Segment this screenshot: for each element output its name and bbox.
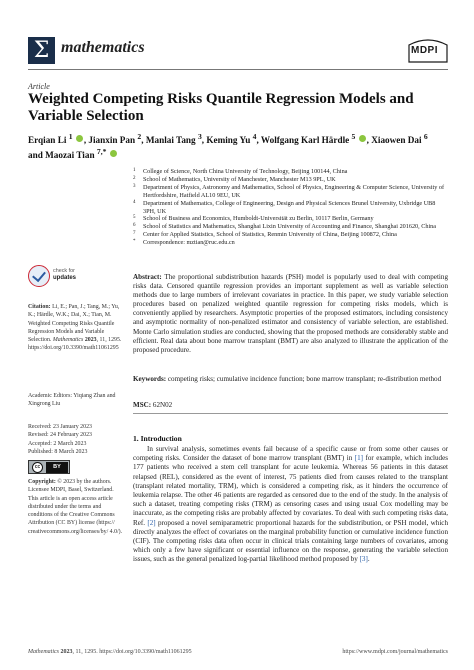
affiliation-text: School of Mathematics, University of Manchester, Manchester M13 9PL, UK — [143, 175, 336, 183]
accepted-date: Accepted: 2 March 2023 — [28, 440, 87, 447]
keywords-text: competing risks; cumulative incidence function; bone marrow transplant; re-distribution method — [167, 375, 442, 383]
article-title: Weighted Competing Risks Quantile Regression Models and Variable Selection — [28, 91, 414, 124]
author-separator: , — [201, 135, 205, 146]
author-affil-ref[interactable]: 6 — [423, 132, 428, 141]
check-updates-label — [53, 268, 76, 281]
abstract — [133, 273, 448, 355]
cc-icon: cc — [32, 462, 43, 473]
affiliation-item — [133, 223, 448, 231]
author-affil-ref[interactable]: 2 — [137, 132, 142, 141]
orcid-icon[interactable] — [76, 135, 83, 142]
citation-label: Citation: — [28, 304, 51, 310]
check-updates-line2: updates — [53, 274, 77, 281]
author-name[interactable]: Maozai Tian — [45, 150, 95, 161]
affiliation-item — [133, 200, 448, 216]
keywords — [133, 375, 448, 384]
footer-journal: Mathematics — [28, 649, 59, 655]
orcid-icon[interactable] — [110, 150, 117, 157]
footer-year: 2023 — [60, 649, 73, 655]
affiliation-number: 1 — [133, 168, 136, 173]
citation-link[interactable]: [3] — [359, 555, 368, 564]
section-divider — [133, 413, 448, 414]
affiliation-number: 7 — [133, 231, 136, 237]
correspondence-email[interactable]: Correspondence: mztian@ruc.edu.cn — [143, 239, 235, 247]
correspondence-item — [133, 239, 448, 247]
msc-classification — [133, 401, 172, 409]
author-name[interactable]: Manlai Tang — [145, 135, 196, 146]
citation-journal: Mathematics — [52, 337, 84, 344]
author-separator: , — [366, 135, 369, 146]
intro-text: proposed a novel semiparametric proportional hazards for the subdistribution, or PSH model, which directly analyzes the effect of covariates on the marginal probability function or cumulative incidence function (CIF). The competing risks data often occur in clinical trials containing large numbers of covariates, among which only a few have significant or essential influence on the response, generating the variable selection issues, such as the general penalized log-partial likelihood method proposed by — [133, 518, 448, 564]
received-date: Received: 23 January 2023 — [28, 424, 92, 430]
affiliation-text: School of Statistics and Mathematics, Shanghai Lixin University of Accounting and Finance, Shanghai 201620, China — [143, 223, 437, 231]
mdpi-logo[interactable] — [408, 37, 448, 63]
citation-doi[interactable]: , 11, 1295. https://doi.org/10.3390/math11061295 — [28, 337, 122, 352]
affiliation-number: * — [133, 239, 136, 245]
copyright-label: Copyright: — [28, 479, 56, 485]
msc-code: 62N02 — [152, 401, 173, 409]
author-name[interactable]: Jianxin Pan — [88, 135, 136, 146]
author-affil-ref[interactable]: 4 — [252, 132, 257, 141]
affiliation-number: 6 — [133, 223, 136, 229]
orcid-icon[interactable] — [359, 135, 366, 142]
by-icon: BY — [46, 462, 68, 473]
intro-text: . — [367, 555, 370, 564]
affiliation-item — [133, 168, 448, 176]
intro-text: In survival analysis, sometimes events fail because of a specific cause or from some other causes or competing risks. Consider the dataset of bone marrow transplant (BMT) in — [133, 445, 448, 463]
copyright-text: © 2023 by the authors. Licensee MDPI, Basel, Switzerland. This article is an open access article distributed under the terms and conditions of the Creative Commons Attribution (CC BY) license (https:// creativecommons.org/licenses/by/ 4.0/). — [28, 479, 123, 535]
affiliation-item — [133, 231, 448, 239]
journal-name[interactable]: mathematics — [61, 39, 145, 56]
citation-link[interactable]: [2] — [147, 518, 156, 527]
affiliation-text: School of Business and Economics, Humboldt-Universität zu Berlin, 10117 Berlin, Germany — [143, 215, 374, 223]
journal-logo[interactable]: Σ — [28, 37, 55, 64]
citation-link[interactable]: [1] — [354, 454, 364, 463]
author-name[interactable]: Xiaowen Dai — [371, 135, 422, 146]
citation-text: Li, E.; Pan, J.; Tang, M.; Yu, K.; Härdle, W.K.; Dai, X.; Tian, M. Weighted Competing Risks Quantile Regression Models and Variable Selection. — [28, 304, 120, 344]
journal-header — [28, 37, 448, 67]
affiliation-item — [133, 176, 448, 184]
abstract-label: Abstract: — [133, 273, 162, 281]
author-affil-ref[interactable]: 5 — [351, 132, 356, 141]
author-name[interactable]: Keming Yu — [206, 135, 251, 146]
header-divider — [28, 69, 448, 70]
affiliation-text: Department of Mathematics, College of Engineering, Design and Physical Sciences Brunel University, Uxbridge UB8 3PH, UK — [143, 199, 436, 215]
check-for-updates-button[interactable] — [28, 265, 88, 293]
citation-year: 2023 — [84, 337, 97, 344]
affiliation-item — [133, 184, 448, 200]
intro-text: for example, which includes 177 patients who received a stem cell transplant for acute leukemia. Whereas 56 patients in this dataset relapsed (REL), considered as the event of interest, 75 patients died from causes related to the transplant (transplant related mortality, TRM), which is considered a competing risk, as it hinders the occurrence of leukemia relapse. The other 46 patients are regarded as censored due to the end of the study. In the analysis of such a dataset, treating competing risks (TRM) as censoring cases and using usual Cox modelling may be inaccurate, as the competing risks are probably affected by covariates. To deal with such competing risks data, Ref. — [133, 454, 448, 527]
article-type: Article — [28, 82, 50, 91]
check-updates-line1: check for — [53, 268, 75, 274]
publication-dates — [28, 423, 123, 456]
author-affil-ref[interactable]: 7,* — [96, 147, 107, 157]
msc-label: MSC: — [133, 401, 152, 409]
author-name[interactable]: Erqian Li — [28, 135, 67, 146]
affiliation-number: 4 — [133, 199, 136, 205]
cc-by-license-icon[interactable] — [28, 460, 70, 474]
abstract-text: The proportional subdistribution hazards (PSH) model is popularly used to deal with competing risks data. Censored quantile regression provides an important supplement as well as variable selection methods due to large numbers of irrelevant covariates in practice. In this paper, we study variable selection procedures based on penalized weighted quantile regression for competing risks models, which is conveniently applied by researchers. Asymptotic properties of the proposed estimators, including consistency and asymptotic normality of non-penalized estimator and consistency of variable selection, are established. Monte Carlo simulation studies are conducted, showing that the proposed methods are considerably stable and efficient. Real data about bone marrow transplant (BMT) are also analyzed to illustrate the application of the proposed procedure. — [133, 273, 448, 354]
footer-doi[interactable]: , 11, 1295. https://doi.org/10.3390/math11061295 — [72, 649, 192, 655]
mdpi-wordmark: MDPI — [411, 45, 438, 56]
author-list — [28, 131, 448, 161]
check-updates-icon — [28, 265, 50, 287]
footer-journal-url[interactable]: https://www.mdpi.com/journal/mathematics — [342, 649, 448, 655]
introduction-paragraph — [133, 445, 448, 565]
revised-date: Revised: 24 February 2023 — [28, 432, 92, 439]
affiliation-text: Department of Physics, Astronomy and Mathematics, School of Physics, Engineering & Computer Science, University of Hertfordshire, Hatfield AL10 9EU, UK — [143, 183, 445, 199]
affiliation-number: 5 — [133, 215, 136, 221]
section-heading: 1. Introduction — [133, 434, 182, 443]
footer-citation — [28, 649, 192, 655]
affiliation-text: Center for Applied Statistics, School of Statistics, Renmin University of China, Beijing 100872, China — [143, 231, 397, 239]
keywords-label: Keywords: — [133, 375, 167, 383]
author-name[interactable]: Wolfgang Karl Härdle — [260, 135, 350, 146]
affiliation-number: 3 — [133, 183, 136, 189]
author-affil-ref[interactable]: 1 — [68, 132, 73, 141]
author-separator: , — [83, 135, 87, 146]
author-conjunction: and — [28, 150, 43, 161]
affiliation-number: 2 — [133, 175, 136, 181]
affiliation-text: College of Science, North China University of Technology, Beijing 100144, China — [143, 168, 348, 175]
affiliation-list — [133, 168, 448, 247]
citation-block — [28, 303, 123, 353]
academic-editors: Academic Editors: Yiqiang Zhan and Xingrong Liu — [28, 393, 116, 408]
copyright-notice — [28, 478, 123, 536]
published-date: Published: 8 March 2023 — [28, 448, 88, 455]
affiliation-item — [133, 215, 448, 223]
author-affil-ref[interactable]: 3 — [197, 132, 202, 141]
author-separator: , — [141, 135, 144, 146]
author-separator: , — [256, 135, 259, 146]
